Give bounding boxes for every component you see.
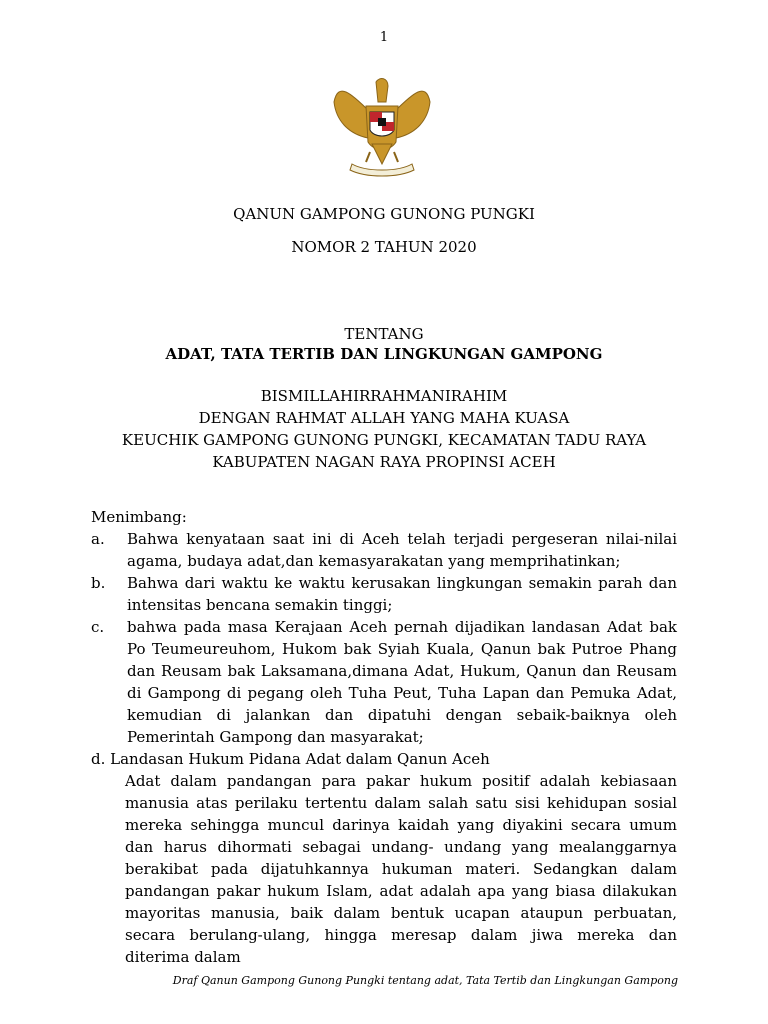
preamble-line-1: BISMILLAHIRRAHMANIRAHIM xyxy=(260,387,508,405)
item-d-paragraph: Adat dalam pandangan para pakar hukum positif adalah kebiasaan manusia atas perilaku tertentu dalam salah satu sisi kehidupan sosial mereka sehingga muncul darinya kaidah yang diyakini secara umum dan harus dihormati sebagai undang- undang yang mealanggarnya berakibat pada dijatuhkannya hukuman materi. Sedangkan dalam pandangan pakar hukum Islam, adat adalah apa yang biasa dilakukan mayoritas manusia, baik dalam bentuk ucapan ataupun perbuatan, secara berulang-ulang, hingga meresap dalam jiwa mereka dan diterima dalam xyxy=(125,772,677,966)
tentang-label: TENTANG xyxy=(344,325,424,343)
preamble-line-3: KEUCHIK GAMPONG GUNONG PUNGKI, KECAMATAN TADU RAYA xyxy=(121,431,647,449)
preamble-line-4: KABUPATEN NAGAN RAYA PROPINSI ACEH xyxy=(212,453,556,471)
list-item xyxy=(91,616,677,748)
list-item xyxy=(91,572,677,616)
item-d-heading: d. Landasan Hukum Pidana Adat dalam Qanun Aceh xyxy=(91,750,490,768)
page-number: 1 xyxy=(379,30,389,45)
garuda-pancasila-icon xyxy=(330,72,434,180)
preamble-line-2: DENGAN RAHMAT ALLAH YANG MAHA KUASA xyxy=(198,409,570,427)
list-text: Bahwa dari waktu ke waktu kerusakan lingkungan semakin parah dan intensitas bencana semakin tinggi; xyxy=(127,574,677,614)
considering-label: Menimbang: xyxy=(91,508,187,526)
list-text: Bahwa kenyataan saat ini di Aceh telah terjadi pergeseran nilai-nilai agama, budaya adat,dan kemasyarakatan yang memprihatinkan; xyxy=(127,530,677,570)
considering-list xyxy=(91,528,677,968)
qanun-number: NOMOR 2 TAHUN 2020 xyxy=(291,238,477,256)
page-footer: Draf Qanun Gampong Gunong Pungki tentang adat, Tata Tertib dan Lingkungan Gampong xyxy=(172,974,678,987)
list-item xyxy=(91,528,677,572)
qanun-subject: ADAT, TATA TERTIB DAN LINGKUNGAN GAMPONG xyxy=(165,345,603,363)
list-marker: a. xyxy=(91,530,105,548)
list-text: bahwa pada masa Kerajaan Aceh pernah dijadikan landasan Adat bak Po Teumeureuhom, Hukom bak Syiah Kuala, Qanun bak Putroe Phang dan Reusam bak Laksamana,dimana Adat, Hukum, Qanun dan Reusam di Gampong di pegang oleh Tuha Peut, Tuha Lapan dan Pemuka Adat, kemudian di jalankan dan dipatuhi dengan sebaik-baiknya oleh Pemerintah Gampong dan masyarakat; xyxy=(127,618,677,746)
list-marker: b. xyxy=(91,574,106,592)
qanun-title: QANUN GAMPONG GUNONG PUNGKI xyxy=(233,205,535,223)
list-marker: c. xyxy=(91,618,105,636)
